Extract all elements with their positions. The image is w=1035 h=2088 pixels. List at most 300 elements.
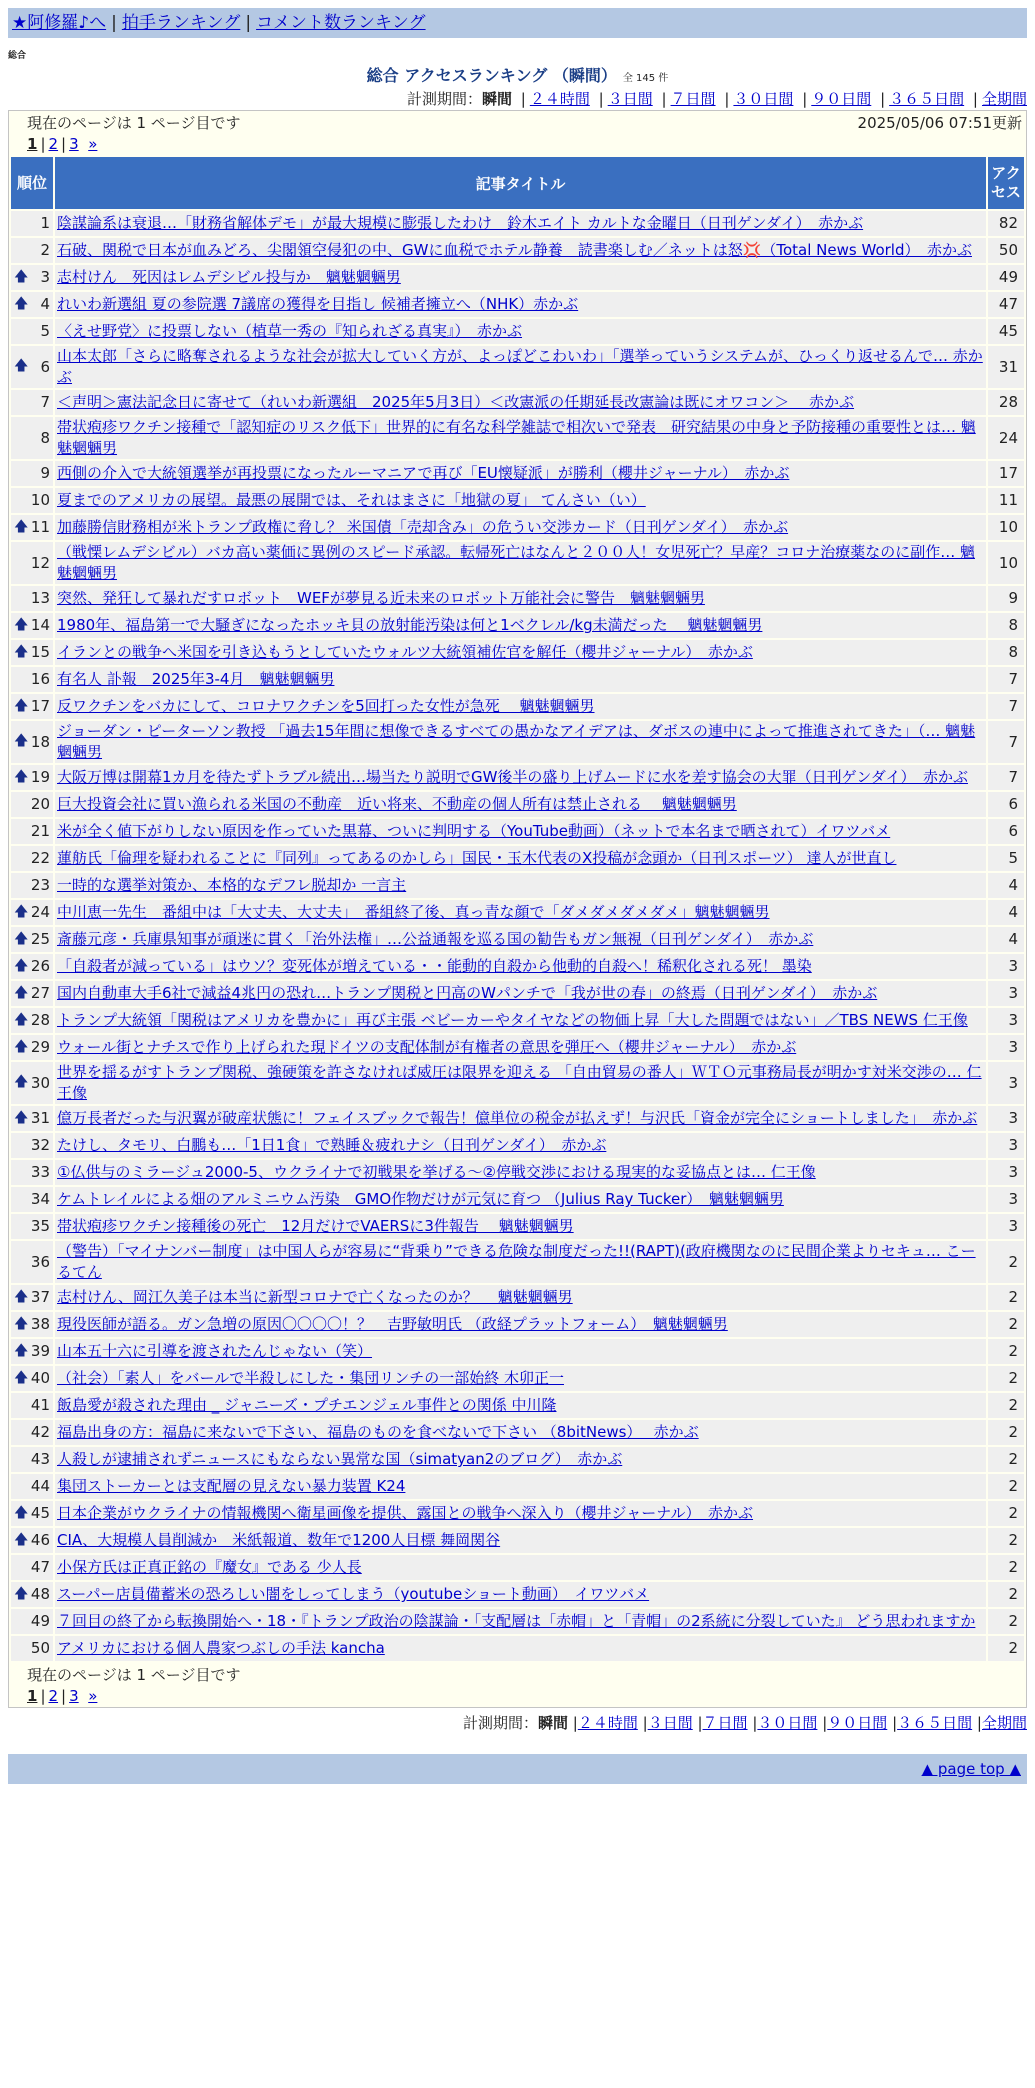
title-cell [55,954,986,979]
column-header-rank: 順位 [11,157,53,209]
article-link[interactable]: 大阪万博は開幕1カ月を待たずトラブル続出…場当たり説明でGW後半の盛り上げムードに水を差す協会の大罪（日刊ゲンダイ） 赤かぶ [57,768,968,786]
access-count: 2 [988,1393,1024,1418]
rank-number: 16 [30,670,50,688]
access-count: 45 [988,319,1024,344]
title-cell [55,1133,986,1158]
table-row [11,1187,1024,1212]
pager-page-3[interactable]: 3 [69,135,79,153]
arrow-up-icon: 🡅 [14,1369,29,1386]
rank-number: 46 [30,1531,50,1549]
table-row [11,319,1024,344]
title-cell [55,1420,986,1445]
article-link[interactable]: 蓮舫氏「倫理を疑われることに『同列』ってあるのかしら」国民・玉木代表のX投稿が念頭か（日刊スポーツ） 達人が世直し [57,849,897,867]
table-row [11,1062,1024,1104]
title-cell [55,819,986,844]
title-cell [55,1582,986,1607]
rank-cell [11,1474,53,1499]
article-link[interactable]: 〈えせ野党〉に投票しない（植草一秀の『知られざる真実』） 赤かぶ [57,322,523,340]
arrow-up-icon: 🡅 [14,1074,29,1091]
rank-cell [11,488,53,513]
rank-cell [11,265,53,290]
period-link-24h[interactable]: ２４時間 [577,1714,638,1732]
top-nav [8,8,1027,38]
title-cell [55,1636,986,1661]
article-link[interactable]: 帯状疱疹ワクチン接種後の死亡 12月だけでVAERSに3件報告 魑魅魍魎男 [57,1217,574,1235]
rank-number: 30 [30,1073,50,1092]
article-link[interactable]: ジョーダン・ピーターソン教授 「過去15年間に想像できるすべての愚かなアイデアは、ダボスの連中によって推進されてきた」（… 魑魅魍魎男 [57,722,976,761]
title-cell [55,1285,986,1310]
period-link-24h[interactable]: ２４時間 [529,90,590,108]
table-row [11,721,1024,763]
arrow-up-icon: 🡅 [14,930,29,947]
title-cell [55,640,986,665]
ranking-heading [0,66,1035,86]
rank-cell [11,515,53,540]
table-row [11,1160,1024,1185]
article-link[interactable]: 一時的な選挙対策か、本格的なデフレ脱却か 一言主 [57,876,407,894]
access-count: 2 [988,1241,1024,1283]
rank-number: 17 [30,697,50,715]
arrow-up-icon: 🡅 [14,358,29,375]
rank-cell [11,1528,53,1553]
rank-cell [11,542,53,584]
rank-number: 41 [30,1396,50,1414]
period-link-30d[interactable]: ３０日間 [757,1714,818,1732]
rank-number: 36 [30,1252,50,1271]
article-link[interactable]: ＜声明＞憲法記念日に寄せて（れいわ新選組 2025年5月3日）＜改憲派の任期延長改憲論は既にオワコン＞ 赤かぶ [57,393,855,411]
table-row [11,640,1024,665]
title-cell [55,981,986,1006]
article-link[interactable]: 福島出身の方：福島に来ないで下さい、福島のものを食べないで下さい （8bitNews） 赤かぶ [57,1423,699,1441]
title-cell [55,417,986,459]
rank-number: 34 [30,1190,50,1208]
article-link[interactable]: 陰謀論系は衰退…「財務省解体デモ」が最大規模に膨張したわけ 鈴木エイト カルトな金曜日（日刊ゲンダイ） 赤かぶ [57,214,864,232]
article-link[interactable]: 飯島愛が殺された理由 _ ジャニーズ・プチエンジェル事件との関係 中川隆 [57,1396,557,1414]
title-cell [55,1035,986,1060]
arrow-up-icon: 🡅 [14,984,29,1001]
article-link[interactable]: たけし、タモリ、白鵬も…「1日1食」で熟睡＆疲れナシ（日刊ゲンダイ） 赤かぶ [57,1136,607,1154]
access-count: 17 [988,461,1024,486]
ranking-table [9,155,1026,1663]
article-link[interactable]: 斎藤元彦・兵庫県知事が頑迷に貫く「治外法権」…公益通報を巡る国の勧告もガン無視（日刊ゲンダイ） 赤かぶ [57,930,814,948]
page-info [9,111,1026,134]
access-count: 3 [988,1062,1024,1104]
table-row [11,927,1024,952]
title-cell [55,694,986,719]
rank-cell [11,792,53,817]
arrow-up-icon: 🡅 [14,268,29,285]
table-header-row [11,157,1024,209]
rank-cell [11,873,53,898]
table-row [11,846,1024,871]
pager-next[interactable]: » [88,135,98,153]
rank-number: 22 [30,849,50,867]
article-link[interactable]: 志村けん 死因はレムデシビル投与か 魑魅魍魎男 [57,268,401,286]
table-row [11,390,1024,415]
table-row [11,1241,1024,1283]
period-selector: 計測期間：瞬間 | ２４時間 | ３日間 | ７日間 | ３０日間 | ９０日間 | ３６５日間 | 全期間 [406,90,1027,108]
arrow-up-icon: 🡅 [14,1315,29,1332]
rank-cell [11,1636,53,1661]
rank-cell [11,1582,53,1607]
table-row [11,346,1024,388]
title-cell [55,721,986,763]
page-top-link[interactable]: ▲ page top ▲ [921,1760,1021,1778]
article-link[interactable]: イランとの戦争へ米国を引き込もうとしていたウォルツ大統領補佐官を解任（櫻井ジャーナル） 赤かぶ [57,643,753,661]
arrow-up-icon: 🡅 [14,295,29,312]
article-link[interactable]: トランプ大統領「関税はアメリカを豊かに」再び主張 ベビーカーやタイヤなどの物価上昇「大した問題ではない」／TBS NEWS 仁王像 [57,1011,968,1029]
table-row [11,542,1024,584]
rank-number: 28 [30,1011,50,1029]
article-link[interactable]: 有名人 訃報 2025年3-4月 魑魅魍魎男 [57,670,335,688]
article-link[interactable]: 西側の介入で大統領選挙が再投票になったルーマニアで再び「EU懐疑派」が勝利（櫻井ジャーナル） 赤かぶ [57,464,790,482]
table-row [11,1312,1024,1337]
arrow-up-icon: 🡅 [14,697,29,714]
title-cell [55,846,986,871]
rank-cell [11,1008,53,1033]
table-row [11,1214,1024,1239]
period-label: 計測期間： [406,90,482,108]
access-count: 2 [988,1501,1024,1526]
pagination: 1 | 2 | 3 » [27,135,98,153]
article-link[interactable]: 山本太郎「さらに略奪されるような社会が拡大していく方が、よっぽどこわいわ」「選挙っていうシステムが、ひっくり返せるんで… 赤かぶ [57,347,983,386]
rank-cell [11,819,53,844]
article-link[interactable]: 巨大投資会社に買い漁られる米国の不動産 近い将来、不動産の個人所有は禁止される 魑魅魍魎男 [57,795,737,813]
rank-number: 47 [30,1558,50,1576]
rank-number: 13 [30,589,50,607]
period-link-90d[interactable]: ９０日間 [827,1714,888,1732]
rank-cell [11,1501,53,1526]
rank-number: 8 [40,428,50,447]
access-count: 3 [988,1008,1024,1033]
pager-page-3[interactable]: 3 [69,1687,79,1705]
rank-number: 4 [40,295,50,313]
arrow-up-icon: 🡅 [14,1038,29,1055]
pagination-bottom: 1 | 2 | 3 » [27,1687,98,1705]
article-link[interactable]: ７回目の終了から転換開始へ・18・『トランプ政治の陰謀論・「支配層は「赤帽」と「青帽」の2系統に分裂していた』 どう思われますか [57,1612,976,1630]
period-link-30d[interactable]: ３０日間 [733,90,794,108]
access-count: 10 [988,515,1024,540]
title-cell [55,1241,986,1283]
access-count: 7 [988,667,1024,692]
rank-cell [11,1133,53,1158]
access-count: 47 [988,292,1024,317]
title-cell [55,765,986,790]
article-link[interactable]: 夏までのアメリカの展望。最悪の展開では、それはまさに「地獄の夏」 てんさい（い） [57,491,646,509]
rank-cell [11,1062,53,1104]
title-cell [55,1501,986,1526]
title-cell [55,1555,986,1580]
column-header-title: 記事タイトル [55,157,986,209]
title-cell [55,927,986,952]
rank-cell [11,586,53,611]
rank-cell [11,1555,53,1580]
article-link[interactable]: 石破、関税で日本が血みどろ、尖閣領空侵犯の中、GWに血税でホテル静養 読書楽しむ／ネットは怒💢（Total News World） 赤かぶ [57,241,972,259]
access-count: 2 [988,1528,1024,1553]
arrow-up-icon: 🡅 [14,1531,29,1548]
title-cell [55,873,986,898]
access-count: 50 [988,238,1024,263]
access-count: 10 [988,542,1024,584]
access-count: 2 [988,1339,1024,1364]
table-row [11,954,1024,979]
period-link-all[interactable]: 全期間 [981,1714,1027,1732]
title-cell [55,292,986,317]
table-row [11,792,1024,817]
article-link[interactable]: れいわ新選組 夏の参院選 7議席の獲得を目指し 候補者擁立へ（NHK）赤かぶ [57,295,579,313]
title-cell [55,346,986,388]
article-link[interactable]: （戦慄レムデシビル）バカ高い薬価に異例のスピード承認。転帰死亡はなんと２００人！女児死亡？早産？コロナ治療薬なのに副作… 魑魅魍魎男 [57,543,975,582]
pager-next[interactable]: » [88,1687,98,1705]
arrow-up-icon: 🡅 [14,768,29,785]
rank-number: 44 [30,1477,50,1495]
article-link[interactable]: 反ワクチンをバカにして、コロナワクチンを5回打った女性が急死 魑魅魍魎男 [57,697,595,715]
rank-cell [11,613,53,638]
title-cell [55,1366,986,1391]
rank-number: 1 [40,214,50,232]
rank-cell [11,1106,53,1131]
table-row [11,1339,1024,1364]
table-row [11,1035,1024,1060]
rank-number: 31 [30,1109,50,1127]
title-cell [55,265,986,290]
article-link[interactable]: 世界を揺るがすトランプ関税、強硬策を許さなければ威圧は限界を迎える 「自由貿易の番人」ＷＴＯ元事務局長が明かす対米交渉の… 仁王像 [57,1063,982,1102]
table-row [11,461,1024,486]
access-count: 11 [988,488,1024,513]
arrow-up-icon: 🡅 [14,616,29,633]
ranking-rows [11,211,1024,1661]
rank-cell [11,1420,53,1445]
rank-cell [11,1035,53,1060]
table-row [11,1636,1024,1661]
article-link[interactable]: 中川恵一先生 番組中は「大丈夫、大丈夫」 番組終了後、真っ青な顔で「ダメダメダメダメ」魑魅魍魎男 [57,903,770,921]
rank-number: 2 [40,241,50,259]
rank-cell [11,1214,53,1239]
period-link-all[interactable]: 全期間 [981,90,1027,108]
access-count: 2 [988,1582,1024,1607]
rank-number: 50 [30,1639,50,1657]
rank-cell [11,417,53,459]
period-label: 計測期間： [462,1714,538,1732]
rank-number: 43 [30,1450,50,1468]
rank-cell [11,461,53,486]
access-count: 7 [988,721,1024,763]
page-info-bottom [9,1663,1026,1686]
rank-number: 39 [30,1342,50,1360]
title-cell [55,1008,986,1033]
arrow-up-icon: 🡅 [14,733,29,750]
access-count: 3 [988,1133,1024,1158]
rank-number: 49 [30,1612,50,1630]
rank-cell [11,1366,53,1391]
rank-number: 7 [40,393,50,411]
access-count: 28 [988,390,1024,415]
table-row [11,1133,1024,1158]
nav-link-applause-ranking[interactable]: 拍手ランキング [121,13,241,33]
rank-cell [11,1312,53,1337]
rank-number: 37 [30,1288,50,1306]
rank-cell [11,319,53,344]
rank-cell [11,238,53,263]
article-link[interactable]: 人殺しが逮捕されずニュースにもならない異常な国（simatyan2のブログ） 赤かぶ [57,1450,623,1468]
table-row [11,765,1024,790]
table-row [11,1420,1024,1445]
title-cell [55,1187,986,1212]
pager-current-page: 1 [27,1687,38,1705]
nav-link-asyura[interactable]: ★阿修羅♪へ [12,13,107,33]
rank-cell [11,1609,53,1634]
article-link[interactable]: 突然、発狂して暴れだすロボット WEFが夢見る近未来のロボット万能社会に警告 魑魅魍魎男 [57,589,705,607]
title-cell [55,1062,986,1104]
arrow-up-icon: 🡅 [14,1109,29,1126]
rank-cell [11,1187,53,1212]
access-count: 4 [988,900,1024,925]
table-row [11,1393,1024,1418]
article-link[interactable]: ①仏供与のミラージュ2000-5、ウクライナで初戦果を挙げる～②停戦交渉における現実的な妥協点とは… 仁王像 [57,1163,816,1181]
rank-number: 3 [40,268,50,286]
access-count: 82 [988,211,1024,236]
table-row [11,265,1024,290]
period-link-365d[interactable]: ３６５日間 [889,90,965,108]
article-link[interactable]: 「自殺者が減っている」はウソ？変死体が増えている・・能動的自殺から他動的自殺へ！稀釈化される死！ 墨染 [57,957,812,975]
article-link[interactable]: ケムトレイルによる畑のアルミニウム汚染 GMO作物だけが元気に育つ （Julius Ray Tucker） 魑魅魍魎男 [57,1190,784,1208]
access-count: 2 [988,1285,1024,1310]
article-link[interactable]: 山本五十六に引導を渡されたんじゃない（笑） [57,1342,373,1360]
access-count: 2 [988,1609,1024,1634]
title-cell [55,319,986,344]
article-link[interactable]: 日本企業がウクライナの情報機関へ衛星画像を提供、露国との戦争へ深入り（櫻井ジャーナル） 赤かぶ [57,1504,754,1522]
access-count: 2 [988,1420,1024,1445]
rank-cell [11,900,53,925]
article-link[interactable]: 国内自動車大手6社で減益4兆円の恐れ…トランプ関税と円高のWパンチで「我が世の春」の終焉（日刊ゲンダイ） 赤かぶ [57,984,878,1002]
rank-number: 40 [30,1369,50,1387]
table-row [11,900,1024,925]
table-row [11,981,1024,1006]
table-row [11,1285,1024,1310]
rank-number: 48 [30,1585,50,1603]
access-count: 24 [988,417,1024,459]
table-row [11,1474,1024,1499]
rank-number: 11 [30,518,50,536]
nav-link-comment-ranking[interactable]: コメント数ランキング [256,13,426,33]
access-count: 2 [988,1366,1024,1391]
article-link[interactable]: 現役医師が語る。ガン急増の原因〇〇〇〇！？ 吉野敏明氏 （政経プラットフォーム） 魑魅魍魎男 [57,1315,728,1333]
title-cell [55,667,986,692]
table-row [11,515,1024,540]
arrow-up-icon: 🡅 [14,1585,29,1602]
access-count: 5 [988,846,1024,871]
access-count: 7 [988,694,1024,719]
period-link-3d[interactable]: ３日間 [607,90,653,108]
title-cell [55,461,986,486]
rank-cell [11,1447,53,1472]
arrow-up-icon: 🡅 [14,1011,29,1028]
article-link[interactable]: 帯状疱疹ワクチン接種で「認知症のリスク低下」世界的に有名な科学雑誌で相次いで発表 研究結果の中身と予防接種の重要性とは… 魑魅魍魎男 [57,418,976,457]
rank-number: 21 [30,822,50,840]
article-link[interactable]: ウォール街とナチスで作り上げられた現ドイツの支配体制が有権者の意思を弾圧へ（櫻井ジャーナル） 赤かぶ [57,1038,797,1056]
period-link-7d[interactable]: ７日間 [702,1714,748,1732]
title-cell [55,390,986,415]
article-link[interactable]: 米が全く値下がりしない原因を作っていた黒幕、ついに判明する（YouTube動画）（ネットで本名まで晒されて）イワツバメ [57,822,891,840]
rank-number: 5 [40,322,50,340]
table-row [11,1609,1024,1634]
title-cell [55,613,986,638]
arrow-up-icon: 🡅 [14,1504,29,1521]
article-link[interactable]: 志村けん、岡江久美子は本当に新型コロナで亡くなったのか？ 魑魅魍魎男 [57,1288,573,1306]
access-count: 49 [988,265,1024,290]
pager-page-2[interactable]: 2 [48,1687,59,1705]
access-count: 4 [988,927,1024,952]
nav-separator: | [111,13,117,33]
access-count: 3 [988,1214,1024,1239]
table-row [11,694,1024,719]
article-link[interactable]: （社会）「素人」をバールで半殺しにした・集団リンチの一部始終 木卯正一 [57,1369,564,1387]
access-count: 3 [988,1187,1024,1212]
article-link[interactable]: 加藤勝信財務相が米トランプ政権に脅し？ 米国債「売却含み」の危うい交渉カード（日刊ゲンダイ） 赤かぶ [57,518,789,536]
article-link[interactable]: 集団ストーカーとは支配層の見えない暴力装置 K24 [57,1477,406,1495]
table-row [11,1501,1024,1526]
scope-label: 総合 [8,51,27,61]
title-cell [55,1339,986,1364]
table-row [11,1447,1024,1472]
period-link-90d[interactable]: ９０日間 [811,90,872,108]
article-link[interactable]: （警告）「マイナンバー制度」は中国人らが容易に“背乗り”できる危険な制度だった!!(RAPT)(政府機関なのに民間企業よりセキュ… こーるてん [57,1242,976,1281]
rank-number: 12 [30,553,50,572]
pager-page-2[interactable]: 2 [48,135,59,153]
table-row [11,488,1024,513]
rank-number: 26 [30,957,50,975]
table-row [11,1106,1024,1131]
access-count: 6 [988,819,1024,844]
rank-cell [11,1241,53,1283]
nav-separator: | [245,13,252,33]
title-cell [55,586,986,611]
period-link-365d[interactable]: ３６５日間 [897,1714,973,1732]
article-link[interactable]: 億万長者だった与沢翼が破産状態に！フェイスブックで報告！億単位の税金が払えず！与沢氏「資金が完全にショートしました」 赤かぶ [57,1109,978,1127]
total-count: 全 145 件 [622,73,669,84]
table-row [11,211,1024,236]
title-cell [55,1214,986,1239]
arrow-up-icon: 🡅 [14,643,29,660]
rank-cell [11,846,53,871]
rank-number: 38 [30,1315,50,1333]
access-count: 3 [988,954,1024,979]
current-page-text: 現在のページは 1 ページ目です [27,1666,241,1684]
article-link[interactable]: 小保方氏は正真正銘の『魔女』である 少人長 [57,1558,362,1576]
article-link[interactable]: CIA、大規模人員削減か 米紙報道、数年で1200人目標 舞岡関谷 [57,1531,501,1549]
rank-number: 32 [30,1136,50,1154]
period-link-3d[interactable]: ３日間 [647,1714,693,1732]
table-row [11,238,1024,263]
article-link[interactable]: アメリカにおける個人農家つぶしの手法 kancha [57,1639,385,1657]
column-header-access: アクセス [988,157,1024,209]
access-count: 8 [988,613,1024,638]
table-row [11,873,1024,898]
rank-number: 27 [30,984,50,1002]
access-count: 2 [988,1555,1024,1580]
table-row [11,1582,1024,1607]
period-selector-bottom: 計測期間：瞬間 |２４時間 |３日間 |７日間 |３０日間 |９０日間 |３６５日間 |全期間 [462,1714,1027,1732]
footer-bar [8,1754,1027,1784]
title-cell [55,1528,986,1553]
rank-number: 20 [30,795,50,813]
table-row [11,1555,1024,1580]
current-page-text: 現在のページは 1 ページ目です [27,114,241,132]
period-link-7d[interactable]: ７日間 [670,90,716,108]
title-cell [55,792,986,817]
article-link[interactable]: 1980年、福島第一で大騒ぎになったホッキ貝の放射能汚染は何と1ベクレル/kg未満だった 魑魅魍魎男 [57,616,763,634]
article-link[interactable]: スーパー店員備蓄米の恐ろしい闇をしってしまう（youtubeショート動画） イワツバメ [57,1585,650,1603]
